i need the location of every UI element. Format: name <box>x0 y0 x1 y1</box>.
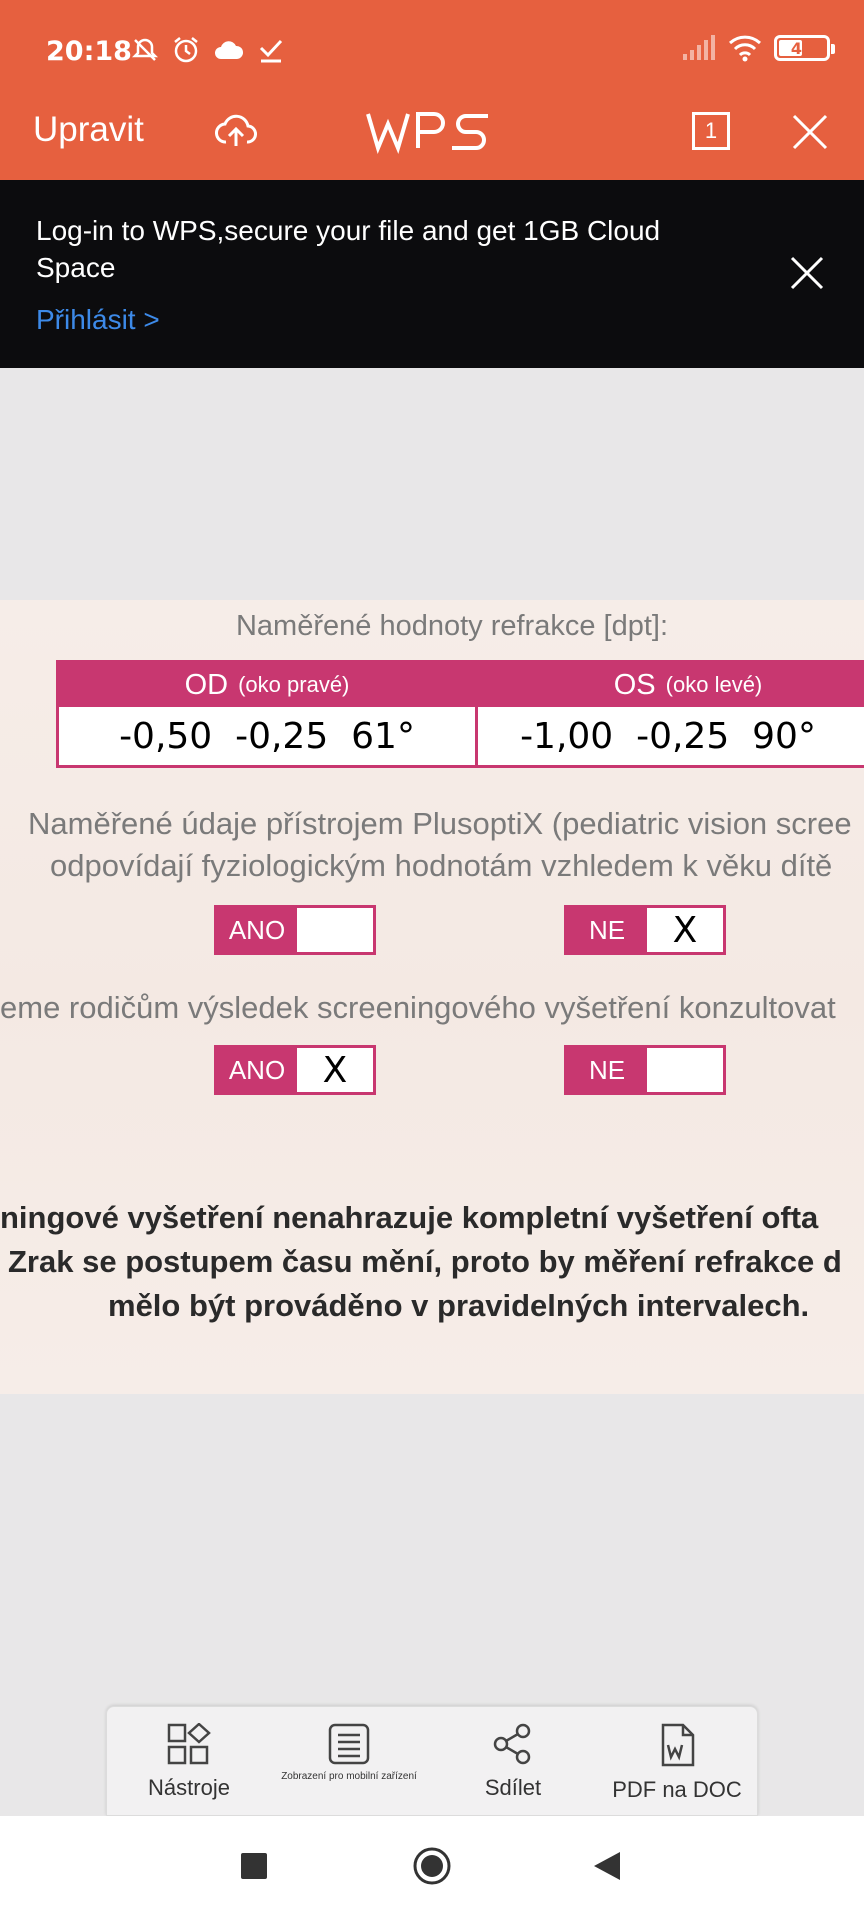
home-button[interactable] <box>412 1846 452 1886</box>
signal-icon <box>682 35 716 61</box>
share-label: Sdílet <box>484 1775 542 1800</box>
question-1-line-2: odpovídají fyziologickým hodnotám vzhledem k věku dítě <box>50 848 833 883</box>
q1-no-label: NE <box>567 908 647 952</box>
check-icon <box>258 37 284 63</box>
os-label: OS <box>613 668 656 701</box>
status-time: 20:18 <box>46 36 132 67</box>
os-sub: (oko levé) <box>665 672 763 697</box>
banner-message: Log-in to WPS,secure your file and get 1GB Cloud Space <box>36 215 661 283</box>
pdf-to-doc-label: PDF na DOC <box>612 1777 742 1802</box>
document-page[interactable] <box>0 600 864 1394</box>
table-divider <box>475 663 478 765</box>
close-icon[interactable] <box>790 112 830 152</box>
note-line-3: mělo být prováděno v pravidelných intervalech. <box>108 1288 810 1323</box>
bottom-toolbar <box>106 1706 758 1816</box>
navigation-bar <box>0 1816 864 1920</box>
wps-logo <box>366 106 496 156</box>
edit-button[interactable]: Upravit <box>33 110 144 149</box>
cloud-upload-icon[interactable] <box>214 108 258 152</box>
tools-label: Nástroje <box>148 1775 230 1800</box>
note-line-2: Zrak se postupem času mění, proto by měření refrakce d <box>8 1244 842 1279</box>
battery-icon <box>774 35 830 61</box>
od-values: -0,50 -0,25 61° <box>119 715 415 757</box>
q1-yes-mark <box>297 908 373 952</box>
q1-yes-label: ANO <box>217 908 297 952</box>
od-sub: (oko pravé) <box>238 672 350 697</box>
share-icon <box>491 1723 535 1765</box>
battery-level: 46 <box>790 38 814 58</box>
refraction-table <box>56 660 864 768</box>
od-header <box>59 663 475 707</box>
q2-no-label: NE <box>567 1048 647 1092</box>
refraction-heading: Naměřené hodnoty refrakce [dpt]: <box>235 610 668 642</box>
q2-no-box <box>564 1045 726 1095</box>
mute-icon <box>132 37 158 63</box>
recents-button[interactable] <box>240 1852 268 1880</box>
pdf-to-doc-icon <box>655 1723 699 1767</box>
q2-yes-mark: X <box>322 1049 348 1091</box>
q1-no-box <box>564 905 726 955</box>
q1-no-mark: X <box>672 909 698 951</box>
page-count-button[interactable]: 1 <box>692 112 730 150</box>
os-values: -1,00 -0,25 90° <box>520 715 816 757</box>
mobile-view-button[interactable] <box>269 1723 429 1782</box>
pdf-to-doc-button[interactable] <box>597 1723 757 1803</box>
note-line-1: ningové vyšetření nenahrazuje kompletní vyšetření ofta <box>0 1200 819 1235</box>
status-bar <box>0 0 864 100</box>
od-label: OD <box>184 668 229 701</box>
tools-grid-icon <box>167 1723 211 1765</box>
question-1-line-1: Naměřené údaje přístrojem PlusoptiX (pediatric vision scree <box>28 806 852 841</box>
tools-button[interactable] <box>109 1723 269 1801</box>
os-header <box>478 663 864 707</box>
banner-close-icon[interactable] <box>788 254 826 292</box>
q2-yes-label: ANO <box>217 1048 297 1092</box>
status-icons-left <box>132 36 284 64</box>
app-bar <box>0 100 864 180</box>
alarm-icon <box>172 36 200 64</box>
q2-no-mark <box>647 1048 723 1092</box>
mobile-view-icon <box>327 1723 371 1765</box>
q1-yes-box <box>214 905 376 955</box>
status-icons-right <box>682 34 830 62</box>
mobile-view-label: Zobrazení pro mobilní zařízení <box>281 1771 417 1782</box>
cloud-icon <box>214 39 244 61</box>
wifi-icon <box>728 34 762 62</box>
q2-yes-box <box>214 1045 376 1095</box>
back-button[interactable] <box>592 1850 622 1882</box>
share-button[interactable] <box>433 1723 593 1801</box>
login-banner <box>0 180 864 368</box>
question-2-line: eme rodičům výsledek screeningového vyšetření konzultovat <box>0 990 836 1025</box>
login-link[interactable]: Přihlásit > <box>36 304 160 335</box>
